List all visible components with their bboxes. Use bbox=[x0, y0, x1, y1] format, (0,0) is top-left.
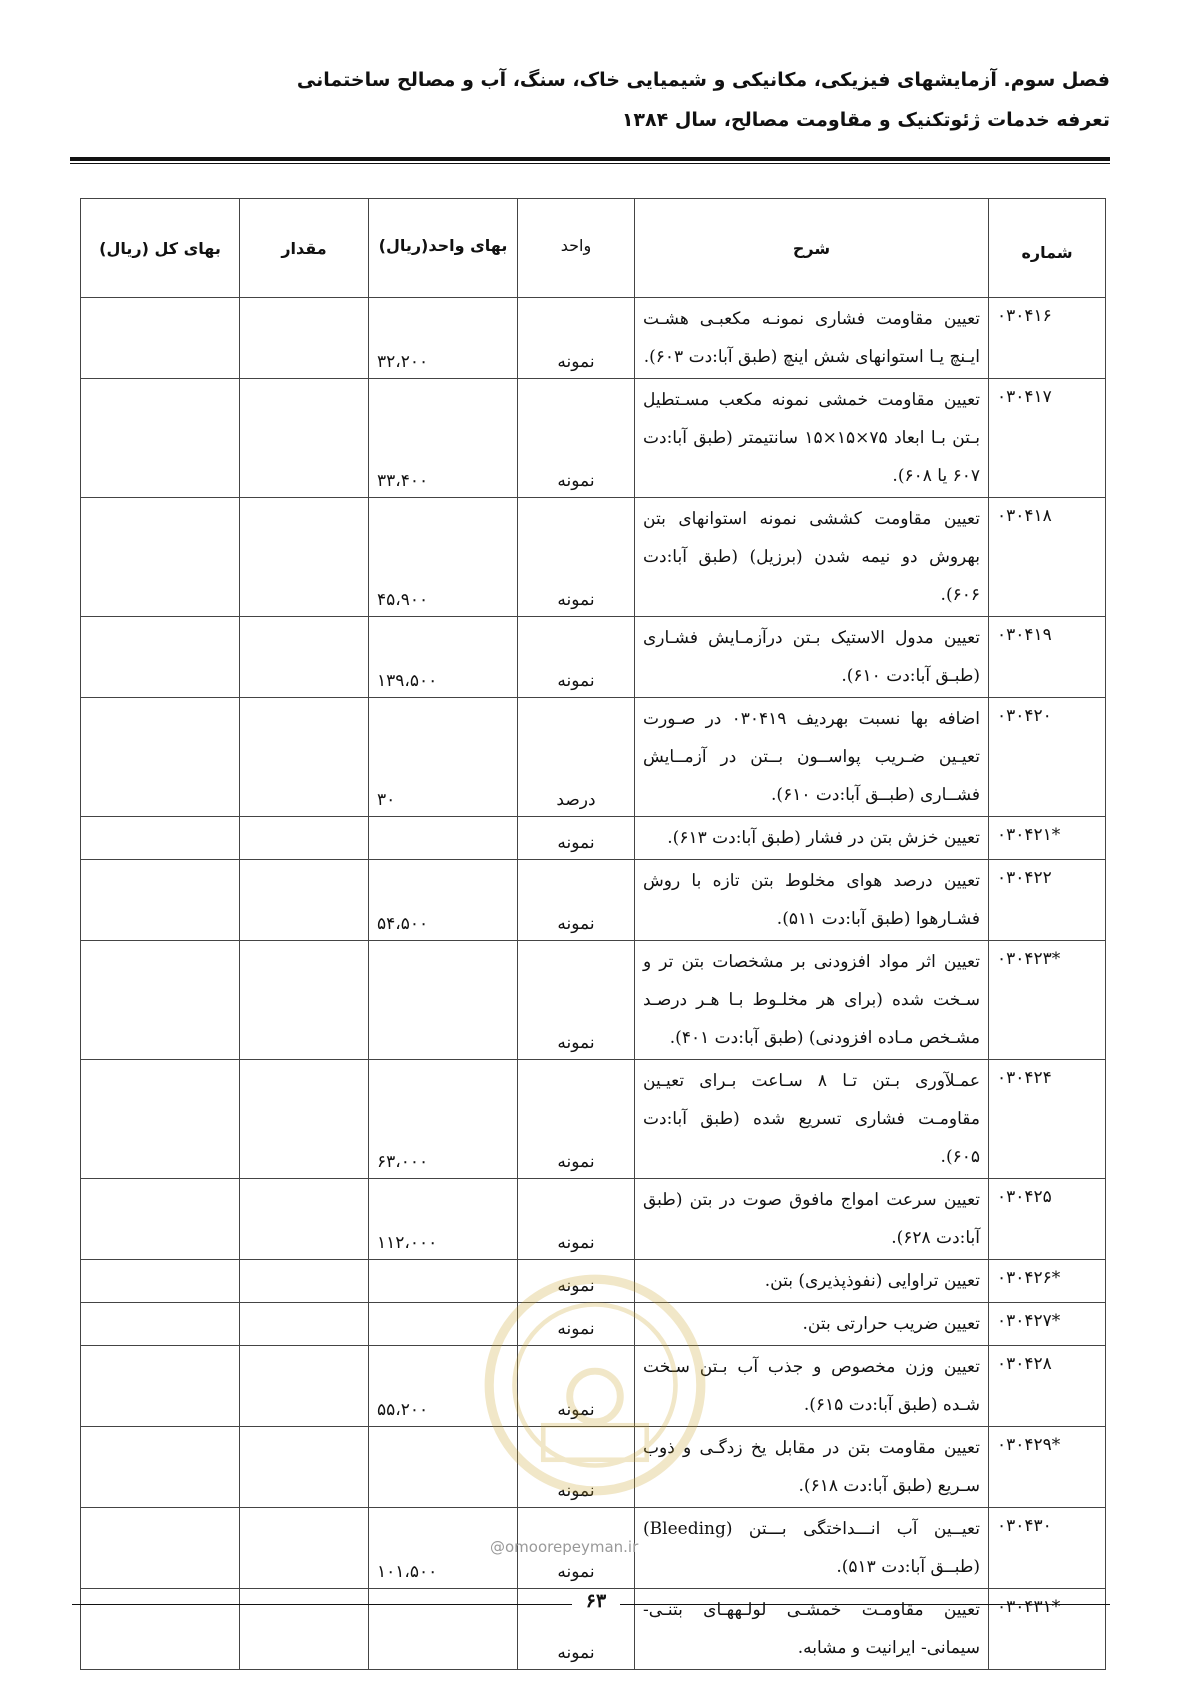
row-unit: نمونه bbox=[518, 379, 635, 498]
row-unit: نمونه bbox=[518, 617, 635, 698]
row-quantity bbox=[240, 1179, 369, 1260]
row-quantity bbox=[240, 941, 369, 1060]
row-description: عمـلآوری بـتن تـا ۸ سـاعت بـرای تعیـین مقاومـت فشاری تسریع شده (طبق آبا:دت ۶۰۵). bbox=[635, 1060, 989, 1179]
row-number: ۰۳۰۴۱۷ bbox=[989, 379, 1106, 498]
row-unit: نمونه bbox=[518, 1427, 635, 1508]
row-description: تعیین مدول الاستیک بـتن درآزمـایش فشـاری (طبـق آبا:دت ۶۱۰). bbox=[635, 617, 989, 698]
row-unit-price: ۳۰ bbox=[369, 698, 518, 817]
row-number: *۰۳۰۴۲۶ bbox=[989, 1260, 1106, 1303]
footer-rule-right bbox=[620, 1604, 1110, 1605]
row-description: تعیین مقاومت کششی نمونه استوانهای بتن بهروش دو نیمه شدن (برزیل) (طبق آبا:دت ۶۰۶). bbox=[635, 498, 989, 617]
row-quantity bbox=[240, 1303, 369, 1346]
row-unit-price: ۳۳،۴۰۰ bbox=[369, 379, 518, 498]
row-total bbox=[81, 298, 240, 379]
row-number: *۰۳۰۴۳۱ bbox=[989, 1589, 1106, 1670]
row-quantity bbox=[240, 617, 369, 698]
row-total bbox=[81, 1427, 240, 1508]
row-total bbox=[81, 617, 240, 698]
seal-watermark-icon bbox=[480, 1270, 710, 1500]
row-quantity bbox=[240, 817, 369, 860]
header-line-2: تعرفه خدمات ژئوتکنیک و مقاومت مصالح، سال ۱۳۸۴ bbox=[621, 109, 1110, 131]
row-total bbox=[81, 1589, 240, 1670]
row-description: تعیین خزش بتن در فشار (طبق آبا:دت ۶۱۳). bbox=[635, 817, 989, 860]
table-row bbox=[81, 817, 1106, 860]
row-description: تعیین ضریب حرارتی بتن. bbox=[635, 1303, 989, 1346]
row-total bbox=[81, 1508, 240, 1589]
row-description: تعیین مقاومـت خمشـی لولـههـای بتنـی- سیمانی- ایرانیت و مشابه. bbox=[635, 1589, 989, 1670]
row-quantity bbox=[240, 1427, 369, 1508]
row-description: تعیــین آب انـــداختگی بـــتن (Bleeding) (طبــق آبا:دت ۵۱۳). bbox=[635, 1508, 989, 1589]
row-number: *۰۳۰۴۲۷ bbox=[989, 1303, 1106, 1346]
row-number: ۰۳۰۴۲۲ bbox=[989, 860, 1106, 941]
row-total bbox=[81, 1303, 240, 1346]
row-total bbox=[81, 817, 240, 860]
row-total bbox=[81, 860, 240, 941]
header-rule-thin bbox=[70, 163, 1110, 164]
row-quantity bbox=[240, 298, 369, 379]
table-row bbox=[81, 1060, 1106, 1179]
row-number: ۰۳۰۴۱۶ bbox=[989, 298, 1106, 379]
col-header-quantity: مقدار bbox=[240, 199, 369, 298]
col-header-description: شرح bbox=[635, 199, 989, 298]
row-unit: نمونه bbox=[518, 498, 635, 617]
row-unit-price bbox=[369, 941, 518, 1060]
table-row bbox=[81, 617, 1106, 698]
footer-rule-left bbox=[72, 1604, 572, 1605]
row-unit-price: ۱۱۲،۰۰۰ bbox=[369, 1179, 518, 1260]
row-unit: نمونه bbox=[518, 1346, 635, 1427]
row-unit: درصد bbox=[518, 698, 635, 817]
row-unit: نمونه bbox=[518, 860, 635, 941]
row-number: ۰۳۰۴۲۵ bbox=[989, 1179, 1106, 1260]
row-unit: نمونه bbox=[518, 941, 635, 1060]
row-unit-price bbox=[369, 817, 518, 860]
table-header-row bbox=[81, 199, 1106, 298]
table-row bbox=[81, 379, 1106, 498]
row-description: تعیین سرعت امواج مافوق صوت در بتن (طبق آبا:دت ۶۲۸). bbox=[635, 1179, 989, 1260]
row-description: تعیین مقاومت فشاری نمونـه مکعبـی هشـت ایـنچ یـا استوانهای شش اینچ (طبق آبا:دت ۶۰۳). bbox=[635, 298, 989, 379]
row-unit: نمونه bbox=[518, 1179, 635, 1260]
row-quantity bbox=[240, 1589, 369, 1670]
row-unit-price: ۳۲،۲۰۰ bbox=[369, 298, 518, 379]
row-unit: نمونه bbox=[518, 1260, 635, 1303]
row-quantity bbox=[240, 1260, 369, 1303]
row-total bbox=[81, 1179, 240, 1260]
col-header-unit-price: بهای واحد(ریال) bbox=[369, 199, 518, 298]
col-header-number: شماره bbox=[989, 199, 1106, 298]
row-number: ۰۳۰۴۱۸ bbox=[989, 498, 1106, 617]
col-header-total: بهای کل (ریال) bbox=[81, 199, 240, 298]
row-description: تعیین مقاومت خمشی نمونه مکعب مسـتطیل بـتن بـا ابعاد ۷۵×۱۵×۱۵ سانتیمتر (طبق آبا:دت ۶۰۷ یا ۶۰۸). bbox=[635, 379, 989, 498]
row-quantity bbox=[240, 698, 369, 817]
row-number: ۰۳۰۴۳۰ bbox=[989, 1508, 1106, 1589]
row-total bbox=[81, 1346, 240, 1427]
row-quantity bbox=[240, 1060, 369, 1179]
row-total bbox=[81, 941, 240, 1060]
row-unit-price: ۵۴،۵۰۰ bbox=[369, 860, 518, 941]
row-number: *۰۳۰۴۲۱ bbox=[989, 817, 1106, 860]
row-quantity bbox=[240, 1508, 369, 1589]
table-row bbox=[81, 860, 1106, 941]
row-description: تعیین اثر مواد افزودنی بر مشخصات بتن تر و سـخت شده (برای هر مخلـوط بـا هـر درصـد مشـخص مـاده افزودنی) (طبق آبا:دت ۴۰۱). bbox=[635, 941, 989, 1060]
header-line-1: فصل سوم. آزمایشهای فیزیکی، مکانیکی و شیمیایی خاک، سنگ، آب و مصالح ساختمانی bbox=[296, 69, 1110, 91]
row-unit-price: ۵۵،۲۰۰ bbox=[369, 1346, 518, 1427]
table-row bbox=[81, 298, 1106, 379]
row-unit: نمونه bbox=[518, 817, 635, 860]
row-unit: نمونه bbox=[518, 1303, 635, 1346]
row-number: ۰۳۰۴۱۹ bbox=[989, 617, 1106, 698]
row-number: ۰۳۰۴۲۴ bbox=[989, 1060, 1106, 1179]
row-unit: نمونه bbox=[518, 1589, 635, 1670]
row-description: تعیین مقاومت بتن در مقابل یخ زدگـی و ذوب سـریع (طبق آبا:دت ۶۱۸). bbox=[635, 1427, 989, 1508]
row-unit: نمونه bbox=[518, 1508, 635, 1589]
row-total bbox=[81, 498, 240, 617]
row-quantity bbox=[240, 379, 369, 498]
row-unit: نمونه bbox=[518, 298, 635, 379]
page-number: ۶۳ bbox=[585, 1590, 607, 1612]
row-total bbox=[81, 1260, 240, 1303]
watermark-text: @omoorepeyman.ir bbox=[490, 1538, 639, 1556]
row-unit-price: ۴۵،۹۰۰ bbox=[369, 498, 518, 617]
table-row bbox=[81, 498, 1106, 617]
page-header bbox=[80, 60, 1110, 140]
header-rule-thick bbox=[70, 157, 1110, 161]
row-number: ۰۳۰۴۲۰ bbox=[989, 698, 1106, 817]
row-total bbox=[81, 379, 240, 498]
col-header-unit: واحد bbox=[518, 199, 635, 298]
row-number: *۰۳۰۴۲۳ bbox=[989, 941, 1106, 1060]
table-row bbox=[81, 941, 1106, 1060]
row-unit-price: ۱۳۹،۵۰۰ bbox=[369, 617, 518, 698]
row-description: تعیین وزن مخصوص و جذب آب بـتن سـخت شـده (طبق آبا:دت ۶۱۵). bbox=[635, 1346, 989, 1427]
row-quantity bbox=[240, 498, 369, 617]
table-row bbox=[81, 1179, 1106, 1260]
row-unit: نمونه bbox=[518, 1060, 635, 1179]
row-quantity bbox=[240, 1346, 369, 1427]
row-unit-price: ۱۰۱،۵۰۰ bbox=[369, 1508, 518, 1589]
row-description: تعیین تراوایی (نفوذپذیری) بتن. bbox=[635, 1260, 989, 1303]
row-number: ۰۳۰۴۲۸ bbox=[989, 1346, 1106, 1427]
row-total bbox=[81, 1060, 240, 1179]
row-unit-price bbox=[369, 1589, 518, 1670]
row-description: اضافه بها نسبت بهردیف ۰۳۰۴۱۹ در صـورت تعیـین ضـریب پواســون بــتن در آزمــایش فشــاری (طبــق آبا:دت ۶۱۰). bbox=[635, 698, 989, 817]
row-quantity bbox=[240, 860, 369, 941]
table-row bbox=[81, 698, 1106, 817]
row-unit-price: ۶۳،۰۰۰ bbox=[369, 1060, 518, 1179]
row-total bbox=[81, 698, 240, 817]
row-number: *۰۳۰۴۲۹ bbox=[989, 1427, 1106, 1508]
row-description: تعیین درصد هوای مخلوط بتن تازه با روش فشـارهوا (طبق آبا:دت ۵۱۱). bbox=[635, 860, 989, 941]
